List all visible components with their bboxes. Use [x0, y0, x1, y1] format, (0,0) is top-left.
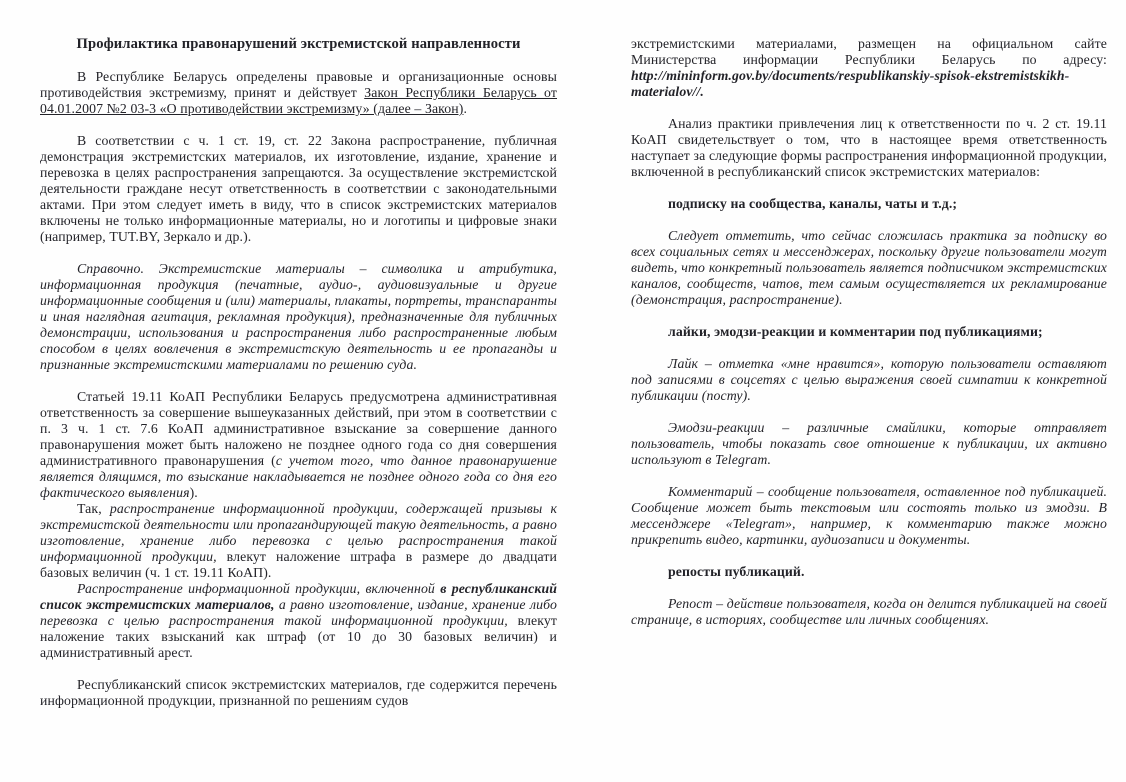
text-run: Распространение информационной продукции, включенной: [77, 581, 441, 596]
text-run: Статьей 19.11 КоАП Республики Беларусь предусмотрена административная ответственность за совершение вышеуказанных действий, при этом в соответствии с п. 3 ч. 1 ст. 7.6 КоАП административное взыскание за совершение данного правонарушения может быть наложено не позднее одного года со дня совершения административного правонарушения (: [40, 389, 557, 468]
page-title: Профилактика правонарушений экстремистской направленности: [76, 36, 521, 52]
text-run: распространение информационной продукции, содержащей призывы к экстремистской деятельности или пропагандирующей такую деятельность, а равно изготовление, хранение либо перевозка с целью распространения такой информационной продукции,: [40, 501, 557, 564]
paragraph-list-location: [631, 36, 1107, 100]
text-run: Комментарий – сообщение пользователя, оставленное под публикацией. Сообщение может быть текстовым или состоять только из эмодзи. В мессенджере «Telegram», например, к комментарию также можно прикрепить видео, картинки, аудиозаписи и документы.: [631, 484, 1107, 547]
paragraph-practice-analysis: [631, 116, 1107, 180]
text-run: Анализ практики привлечения лиц к ответственности по ч. 2 ст. 19.11 КоАП свидетельствует о том, что в настоящее время ответственность наступает за следующие формы распространения информационной продукции, включенной в республиканский список экстремистских материалов:: [631, 116, 1107, 179]
left-page-column: [40, 36, 557, 709]
text-run: Республиканский список экстремистских материалов, где содержится перечень информационной продукции, признанной по решениям судов: [40, 677, 557, 708]
text-run: В соответствии с ч. 1 ст. 19, ст. 22 Закона распространение, публичная демонстрация экстремистских материалов, их изготовление, издание, хранение и перевозка в целях распространения запрещаются. За осуществление экстремистской деятельности граждане несут ответственность в соответствии с законодательными актами. При этом следует иметь в виду, что в список экстремистских материалов включены не только информационные материалы, но и логотипы и цифровые знаки (например, TUT.BY, Зеркало и др.).: [40, 133, 557, 244]
text-run: с учетом того, что данное правонарушение является длящимся, то взыскание накладывается не позднее одного года со дня его фактического выявления: [40, 453, 557, 500]
text-run: экстремистскими материалами, размещен на официальном сайте Министерства информации Республики Беларусь по адресу:: [631, 36, 1107, 67]
section-heading-reposts: [631, 564, 1107, 580]
paragraph-emoji-definition: [631, 420, 1107, 468]
paragraph-comment-definition: [631, 484, 1107, 548]
paragraph-repost-definition: [631, 596, 1107, 628]
text-run: репосты публикаций.: [668, 564, 805, 579]
right-page-column: [631, 36, 1107, 628]
text-run: лайки, эмодзи-реакции и комментарии под публикациями;: [668, 324, 1043, 339]
section-heading-likes: [631, 324, 1107, 340]
paragraph-prohibitions: [40, 133, 557, 245]
text-run: Следует отметить, что сейчас сложилась практика за подписку во всех социальных сетях и мессенджерах, поскольку другие пользователи могут видеть, что конкретный пользователь является подписчиком экстремистских каналов, сообществ, чатов, тем самым осуществляется их рекламирование (демонстрация, распространение).: [631, 228, 1107, 307]
text-run: В Республике Беларусь определены правовые и организационные основы противодействия экстремизму, принят и действует: [40, 69, 557, 100]
text-run: Справочно. Экстремистские материалы – символика и атрибутика, информационная продукция (печатные, аудио-, аудиовизуальные и другие информационные сообщения и (или) материалы, плакаты, портреты, транспаранты и иная наглядная агитация, рекламная продукция), предназначенные для публичных демонстрации, использования и распространения либо распространенные любым способом в целях вовлечения в экстремистскую деятельность и ее пропаганды и признанные экстремистскими материалами по решению суда.: [40, 261, 557, 372]
paragraph-like-definition: [631, 356, 1107, 404]
text-run: а равно изготовление, издание, хранение либо перевозка с целью распространения такой информационной продукции,: [40, 597, 557, 628]
text-run: Лайк – отметка «мне нравится», которую пользователи оставляют под записями в соцсетях с целью выражения своей симпатии к конкретной публикации (посту).: [631, 356, 1107, 403]
text-run: подписку на сообщества, каналы, чаты и т.д.;: [668, 196, 958, 211]
text-run: Закон Республики Беларусь от 04.01.2007 №2 03-3 «О противодействии экстремизму» (далее – Закон): [40, 85, 557, 116]
paragraph-fine-ten-thirty: [40, 581, 557, 661]
paragraph-fine-twenty: [40, 501, 557, 581]
text-run: в республиканский список экстремистских материалов,: [40, 581, 557, 612]
text-run: влекут наложение штрафа в размере до двадцати базовых величин (ч. 1 ст. 19.11 КоАП).: [40, 549, 557, 580]
text-run: ).: [189, 485, 198, 500]
paragraph-subscription-note: [631, 228, 1107, 308]
text-run: Так,: [77, 501, 110, 516]
paragraph-law-basis: [40, 69, 557, 117]
paragraph-republican-list: [40, 677, 557, 709]
text-run: .: [463, 101, 468, 116]
paragraph-reference-definition: [40, 261, 557, 373]
paragraph-article-1911: [40, 389, 557, 501]
text-run: Эмодзи-реакции – различные смайлики, которые отправляет пользователь, чтобы показать свое отношение к публикации, их активно используют в Telegram.: [631, 420, 1107, 467]
text-run: Репост – действие пользователя, когда он делится публикацией на своей странице, в историях, сообществе или личных сообщениях.: [631, 596, 1107, 627]
text-run: влекут наложение таких взысканий как штраф (от 10 до 30 базовых величин) и административный арест.: [40, 613, 557, 660]
section-heading-subscriptions: [631, 196, 1107, 212]
text-run: http://mininform.gov.by/documents/respublikanskiy-spisok-ekstremistskikh-materialov//.: [631, 68, 1070, 99]
